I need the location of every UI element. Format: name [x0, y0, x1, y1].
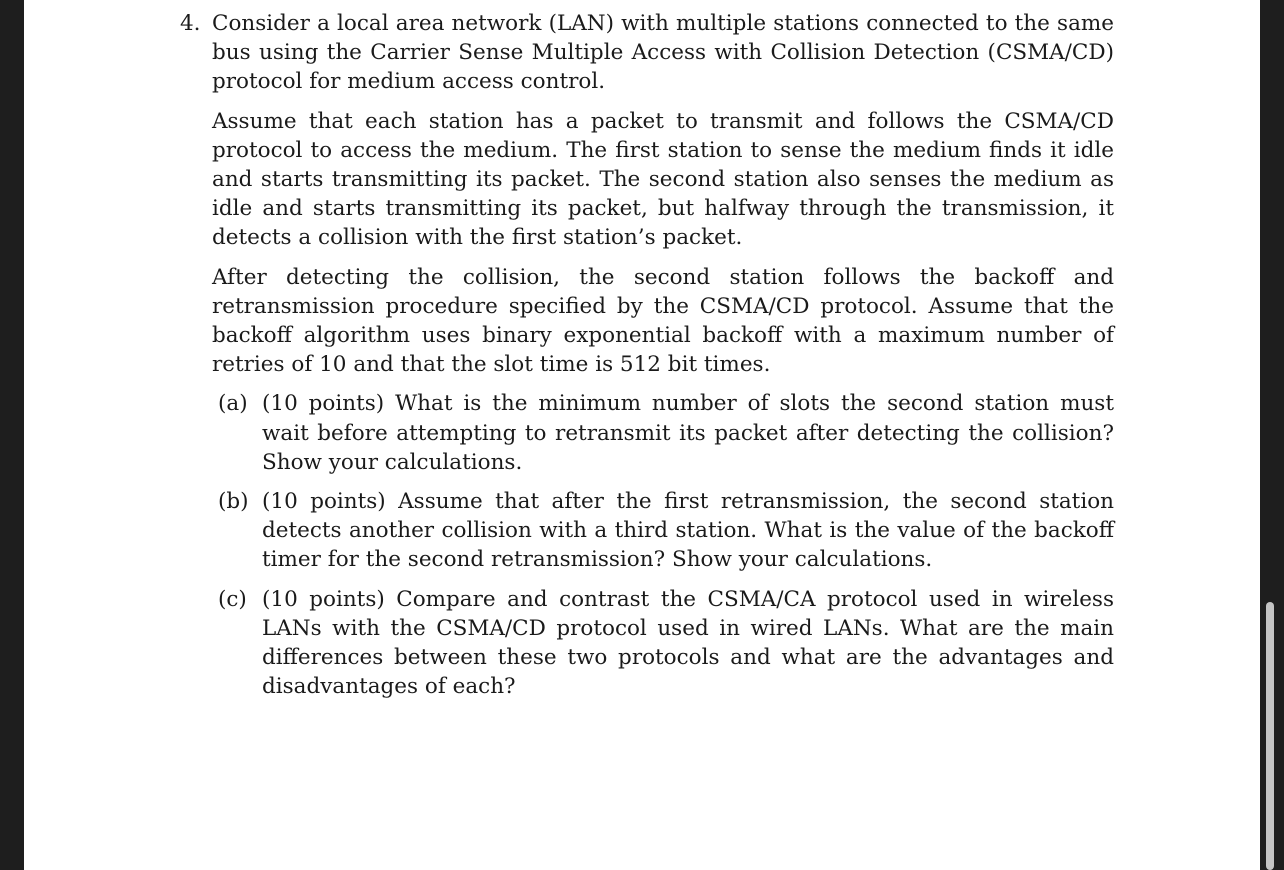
- problem-content: [180, 9, 1114, 711]
- part-text: (10 points) What is the minimum number of slots the second station must wait before attempting to retransmit its packet after detecting the collision? Show your calculations.: [262, 391, 1114, 475]
- problem-parts: [212, 389, 1114, 701]
- problem-intro: Consider a local area network (LAN) with multiple stations connected to the same bus using the Carrier Sense Multiple Access with Collision Detection (CSMA/CD) protocol for medium access control.: [212, 11, 1114, 95]
- part-label: (a): [218, 391, 248, 417]
- part-a: [212, 389, 1114, 477]
- problem-paragraph-2: After detecting the collision, the second station follows the backoff and retransmission procedure specified by the CSMA/CD protocol. Assume that the backoff algorithm uses binary exponential backoff with a maximum number of retries of 10 and that the slot time is 512 bit times.: [212, 264, 1114, 378]
- scrollbar-thumb[interactable]: [1266, 602, 1274, 870]
- part-label: (c): [218, 586, 247, 612]
- part-b: [212, 487, 1114, 575]
- part-text: (10 points) Assume that after the first retransmission, the second station detects another collision with a third station. What is the value of the backoff timer for the second retransmission? Show your calculations.: [262, 489, 1114, 573]
- problem-paragraph-1: Assume that each station has a packet to transmit and follows the CSMA/CD protocol to access the medium. The first station to sense the medium finds it idle and starts transmitting its packet. The second station also senses the medium as idle and starts transmitting its packet, but halfway through the transmission, it detects a collision with the first station’s packet.: [212, 108, 1114, 251]
- problem-4: [180, 9, 1114, 701]
- part-c: [212, 585, 1114, 702]
- part-label: (b): [218, 489, 249, 515]
- document-page: [24, 0, 1260, 870]
- vertical-scrollbar[interactable]: [1260, 0, 1284, 870]
- part-text: (10 points) Compare and contrast the CSMA/CA protocol used in wireless LANs with the CSMA/CD protocol used in wired LANs. What are the main differences between these two protocols and what are the advantages and disadvantages of each?: [262, 586, 1114, 700]
- problem-number: 4.: [180, 11, 201, 36]
